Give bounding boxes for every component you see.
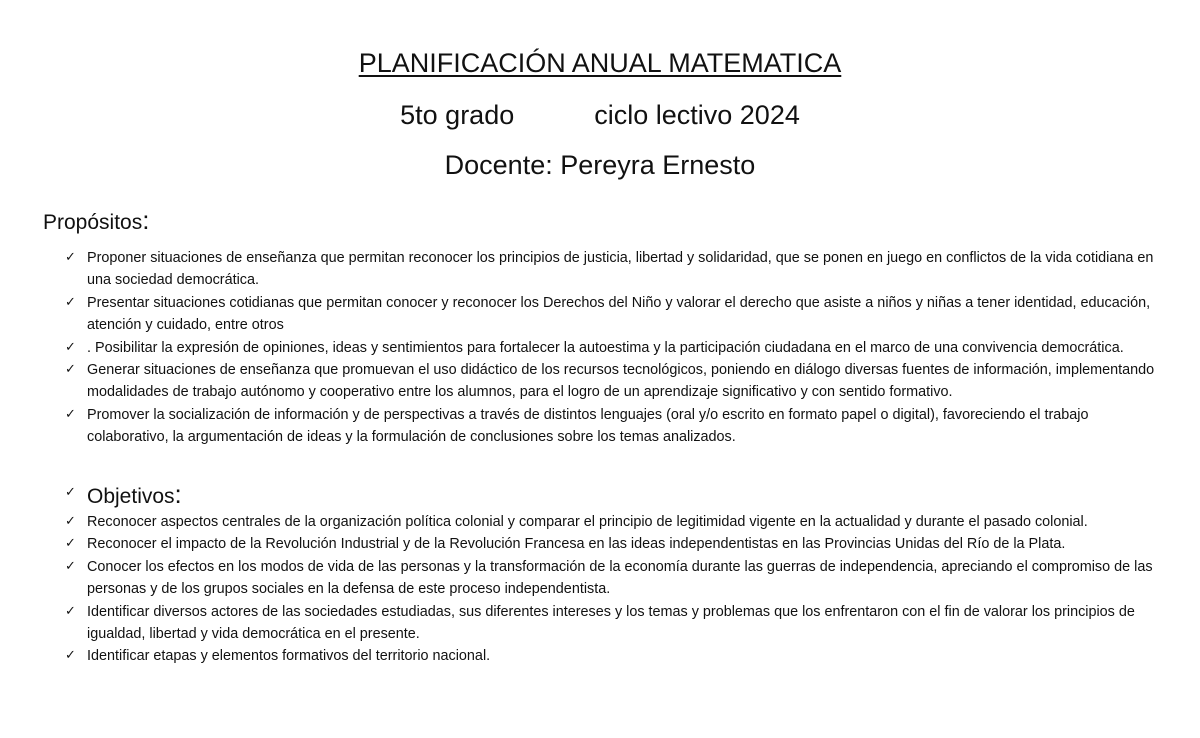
objectives-heading	[65, 479, 182, 510]
list-item	[65, 556, 1155, 601]
teacher-line: Docente: Pereyra Ernesto	[444, 150, 756, 180]
checkmark-icon: ✓	[65, 603, 76, 619]
list-item-text: Proponer situaciones de enseñanza que permitan reconocer los principios de justicia, libertad y solidaridad, que se ponen en juego en conflictos de la vida cotidiana en una sociedad democrática.	[87, 250, 1154, 289]
objectives-heading-label: Objetivos	[87, 485, 175, 508]
school-year-label: ciclo lectivo 2024	[594, 100, 800, 130]
checkmark-icon: ✓	[65, 339, 76, 355]
checkmark-icon: ✓	[65, 558, 76, 574]
checkmark-icon: ✓	[65, 648, 76, 664]
list-item-text: Reconocer el impacto de la Revolución Industrial y de la Revolución Francesa en las ideas independentistas en las Provincias Unidas del Río de la Plata.	[87, 536, 1066, 553]
checkmark-icon: ✓	[65, 362, 76, 378]
list-item	[65, 292, 1155, 337]
list-item-text: Identificar etapas y elementos formativos del territorio nacional.	[87, 648, 491, 665]
checkmark-icon: ✓	[65, 294, 76, 310]
checkmark-icon: ✓	[65, 406, 76, 422]
purposes-list	[65, 247, 1155, 449]
objectives-heading-colon: :	[174, 479, 182, 509]
list-item-text: Conocer los efectos en los modos de vida de las personas y la transformación de la economía durante las guerras de independencia, apreciando el compromiso de las personas y de los grupos sociales en la defensa de este proceso independentista.	[87, 558, 1153, 598]
list-item	[65, 645, 1155, 667]
document-title: PLANIFICACIÓN ANUAL MATEMATICA	[358, 48, 842, 78]
purposes-heading-label: Propósitos	[43, 211, 143, 234]
purposes-heading	[43, 205, 149, 236]
checkmark-icon: ✓	[65, 485, 76, 500]
list-item	[65, 511, 1155, 533]
list-item-text: Generar situaciones de enseñanza que promuevan el uso didáctico de los recursos tecnológicos, poniendo en diálogo diversas fuentes de información, implementando modalidades de trabajo autónomo y cooperativo entre los alumnos, para el logro de un aprendizaje significativo y con sentido formativo.	[87, 362, 1155, 401]
list-item-text: . Posibilitar la expresión de opiniones, ideas y sentimientos para fortalecer la autoestima y la participación ciudadana en el marco de una convivencia democrática.	[87, 339, 1124, 356]
list-item-text: Promover la socialización de información y de perspectivas a través de distintos lenguajes (oral y/o escrito en formato papel o digital), favoreciendo el trabajo colaborativo, la argumentación de ideas y la formulación de conclusiones sobre los temas analizados.	[87, 406, 1089, 446]
list-item	[65, 247, 1155, 292]
checkmark-icon: ✓	[65, 250, 76, 265]
list-item-text: Identificar diversos actores de las sociedades estudiadas, sus diferentes intereses y los temas y problemas que los enfrentaron con el fin de valorar los principios de igualdad, libertad y vida democrática en el presente.	[87, 603, 1135, 643]
grade-label: 5to grado	[400, 100, 515, 130]
checkmark-icon: ✓	[65, 536, 76, 552]
list-item	[65, 601, 1155, 646]
list-item	[65, 404, 1155, 449]
checkmark-icon: ✓	[65, 514, 76, 529]
purposes-heading-colon: :	[142, 205, 150, 235]
list-item	[65, 533, 1155, 555]
list-item	[65, 337, 1155, 359]
list-item-text: Reconocer aspectos centrales de la organización política colonial y comparar el principio de legitimidad vigente en la actualidad y durante el pasado colonial.	[87, 514, 1088, 530]
grade-and-year-line	[0, 100, 1200, 131]
objectives-list	[65, 511, 1155, 668]
list-item	[65, 359, 1155, 404]
list-item-text: Presentar situaciones cotidianas que permitan conocer y reconocer los Derechos del Niño y valorar el derecho que asiste a niños y niñas a tener identidad, educación, atención y cuidado, entre otros	[87, 294, 1151, 334]
